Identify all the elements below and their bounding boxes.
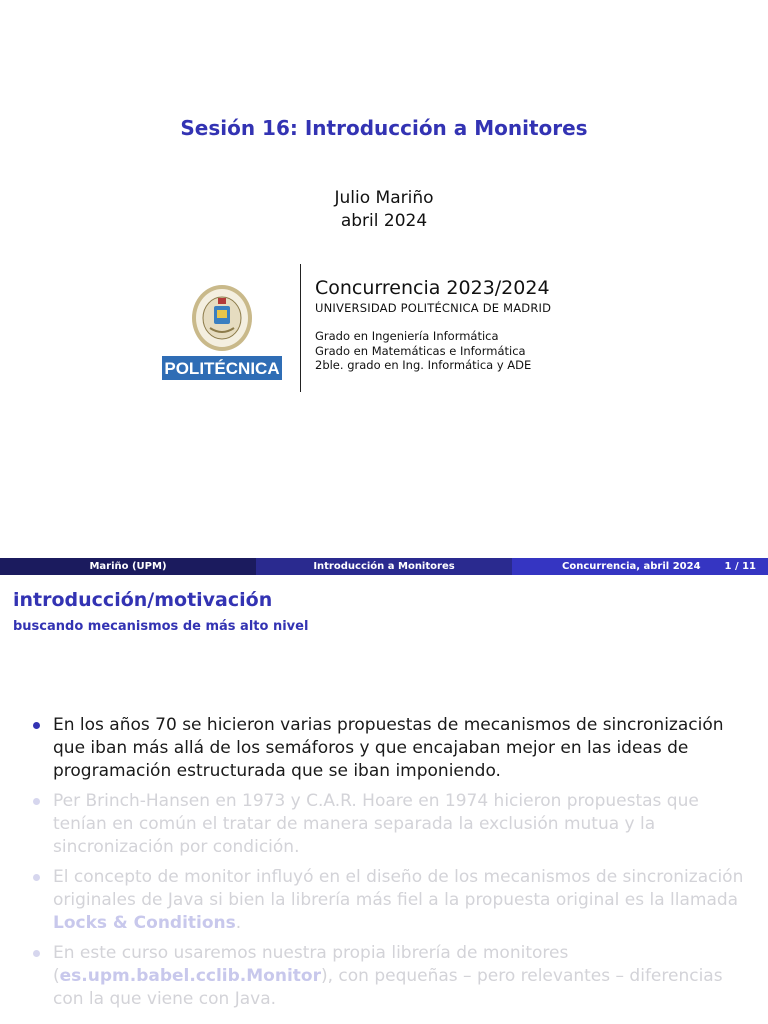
course-info — [315, 277, 551, 373]
frame-subtitle: buscando mecanismos de más alto nivel — [13, 619, 309, 634]
bullet-text: ), con pequeñas – pero relevantes – diferencias con la que viene con Java. — [53, 966, 723, 1009]
degree-item: Grado en Ingeniería Informática — [315, 329, 499, 343]
bullet-item — [32, 866, 752, 935]
bullet-text: El concepto de monitor influyó en el diseño de los mecanismos de sincronización originales de Java si bien la librería más fiel a la propuesta original es la llamada — [53, 867, 744, 910]
bullet-item: En los años 70 se hicieron varias propuestas de mecanismos de sincronización que iban más allá de los semáforos y que encajaban mejor en las ideas de programación estructurada que se iban imponiendo. — [32, 714, 752, 783]
bullet-item: Per Brinch-Hansen en 1973 y C.A.R. Hoare en 1974 hicieron propuestas que tenían en común el tratar de manera separada la exclusión mutua y la sincronización por condición. — [32, 790, 752, 859]
bullet-text: En este curso usaremos nuestra propia librería de monitores ( — [53, 943, 569, 986]
bullet-list — [32, 714, 752, 1018]
bullet-item — [32, 942, 752, 1011]
presentation-title: Sesión 16: Introducción a Monitores — [180, 116, 588, 140]
footer-page-number: 1 / 11 — [724, 561, 756, 572]
footer-author: Mariño (UPM) — [0, 558, 256, 575]
degree-item: 2ble. grado en Ing. Informática y ADE — [315, 358, 532, 372]
slide-footer — [0, 558, 768, 575]
degrees-list — [315, 329, 551, 373]
code-term: Locks & Conditions — [53, 913, 236, 933]
footer-course-block — [512, 558, 768, 575]
logo-text: POLITÉCNICA — [164, 359, 280, 378]
course-title: Concurrencia 2023/2024 — [315, 277, 550, 299]
content-slide — [0, 576, 768, 1024]
code-term: es.upm.babel.cclib.Monitor — [59, 966, 321, 986]
upm-logo — [160, 284, 284, 384]
presentation-date: abril 2024 — [340, 211, 428, 231]
frame-title: introducción/motivación — [13, 589, 273, 611]
footer-course: Concurrencia, abril 2024 — [562, 561, 701, 572]
university-name: UNIVERSIDAD POLITÉCNICA DE MADRID — [315, 301, 552, 315]
bullet-text: . — [235, 913, 242, 933]
upm-seal-icon — [160, 284, 284, 384]
author-name: Julio Mariño — [334, 188, 434, 208]
author-block — [0, 187, 768, 233]
degree-item: Grado en Matemáticas e Informática — [315, 343, 526, 358]
vertical-divider — [300, 264, 301, 392]
footer-title: Introducción a Monitores — [256, 558, 512, 575]
